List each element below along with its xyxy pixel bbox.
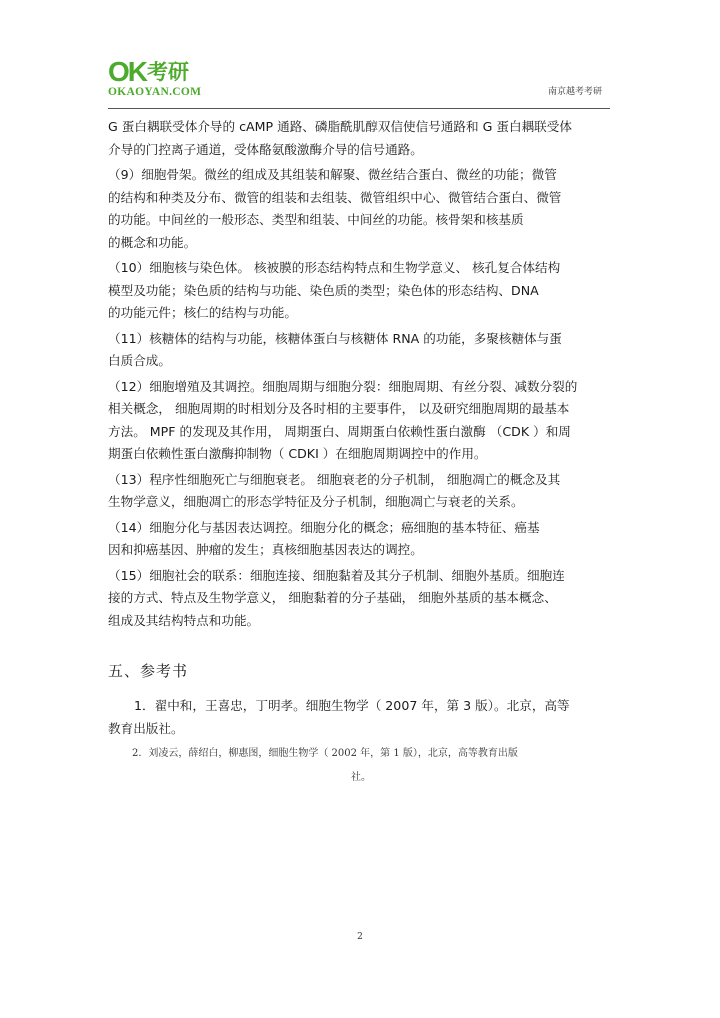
logo-cn-text: 考研 — [147, 60, 189, 84]
paragraph-line: 生物学意义，细胞凋亡的形态学特征及分子机制，细胞凋亡与衰老的关系。 — [108, 494, 524, 509]
reference-2: 2．刘凌云，薛绍白，柳惠图，细胞生物学（ 2002 年，第 1 版），北京，高等教育出版 — [132, 748, 518, 759]
page-content — [108, 116, 614, 783]
okaoyan-logo — [108, 58, 238, 100]
header-right-text: 南京越考考研 — [547, 87, 602, 97]
paragraph-line: 组成及其结构特点和功能。 — [108, 612, 260, 628]
paragraph-line: 的功能元件；核仁的结构与功能。 — [108, 305, 297, 320]
paragraph-line: 因和抑癌基因、肿瘤的发生；真核细胞基因表达的调控。 — [108, 542, 423, 557]
paragraph-p11 — [108, 328, 614, 373]
paragraph-line: 模型及功能；染色质的结构与功能、染色质的类型；染色体的形态结构、DNA — [108, 282, 539, 298]
logo-mark — [108, 58, 189, 86]
paragraph-line: 的概念和功能。 — [108, 234, 197, 250]
paragraph-line: （12）细胞增殖及其调控。细胞周期与细胞分裂：细胞周期、有丝分裂、减数分裂的 — [108, 378, 578, 394]
logo-url-text: OKAOYAN.COM — [108, 86, 202, 98]
section-title: 五、参考书 — [108, 662, 189, 680]
paragraph-line: 的结构和种类及分布、微管的组装和去组装、微管组织中心、微管结合蛋白、微管 — [108, 189, 562, 205]
reference-1-line: 1．翟中和，王喜忠，丁明孝。细胞生物学（ 2007 年，第 3 版）。北京，高等 — [134, 698, 570, 713]
paragraph-line: （15）细胞社会的联系：细胞连接、细胞黏着及其分子机制、细胞外基质。细胞连 — [108, 567, 565, 583]
paragraph-p15 — [108, 565, 614, 633]
paragraph-p8-cont — [108, 116, 614, 161]
paragraph-line: 方法。 MPF 的发现及其作用， 周期蛋白、周期蛋白依赖性蛋白激酶 （CDK ）和周 — [108, 423, 571, 439]
paragraph-line: 期蛋白依赖性蛋白激酶抑制物（ CDKI ）在细胞周期调控中的作用。 — [108, 446, 487, 461]
paragraph-line: （14）细胞分化与基因表达调控。细胞分化的概念；癌细胞的基本特征、癌基 — [108, 519, 540, 535]
paragraph-p9 — [108, 164, 614, 254]
page-number: 2 — [357, 932, 363, 942]
reference-2-end: 社。 — [351, 772, 371, 783]
logo-ok-text: OK — [108, 56, 146, 87]
paragraph-line: （11）核糖体的结构与功能，核糖体蛋白与核糖体 RNA 的功能，多聚核糖体与蛋 — [108, 330, 562, 346]
header-divider — [108, 108, 610, 109]
syllabus-paragraphs — [108, 116, 614, 632]
paragraph-line: （9）细胞骨架。微丝的组成及其组装和解聚、微丝结合蛋白、微丝的功能；微管 — [108, 167, 557, 182]
reference-1 — [108, 695, 614, 740]
paragraph-line: G 蛋白耦联受体介导的 cAMP 通路、磷脂酰肌醇双信使信号通路和 G 蛋白耦联受体 — [108, 119, 572, 134]
paragraph-line: 相关概念， 细胞周期的时相划分及各时相的主要事件， 以及研究细胞周期的最基本 — [108, 401, 570, 416]
paragraph-line: 介导的门控离子通道，受体酪氨酸激酶介导的信号通路。 — [108, 141, 423, 157]
paragraph-p12 — [108, 376, 614, 466]
paragraph-line: 接的方式、特点及生物学意义， 细胞黏着的分子基础， 细胞外基质的基本概念、 — [108, 590, 557, 605]
paragraph-p13 — [108, 469, 614, 514]
paragraph-line: 白质合成。 — [108, 353, 171, 368]
paragraph-line: （13）程序性细胞死亡与细胞衰老。 细胞衰老的分子机制， 细胞凋亡的概念及其 — [108, 471, 561, 487]
paragraph-line: （10）细胞核与染色体。 核被膜的形态结构特点和生物学意义、 核孔复合体结构 — [108, 260, 561, 275]
reference-1-line: 教育出版社。 — [108, 720, 184, 736]
paragraph-line: 的功能。中间丝的一般形态、类型和组装、中间丝的功能。核骨架和核基质 — [108, 212, 524, 227]
paragraph-p10 — [108, 257, 614, 325]
paragraph-p14 — [108, 517, 614, 562]
